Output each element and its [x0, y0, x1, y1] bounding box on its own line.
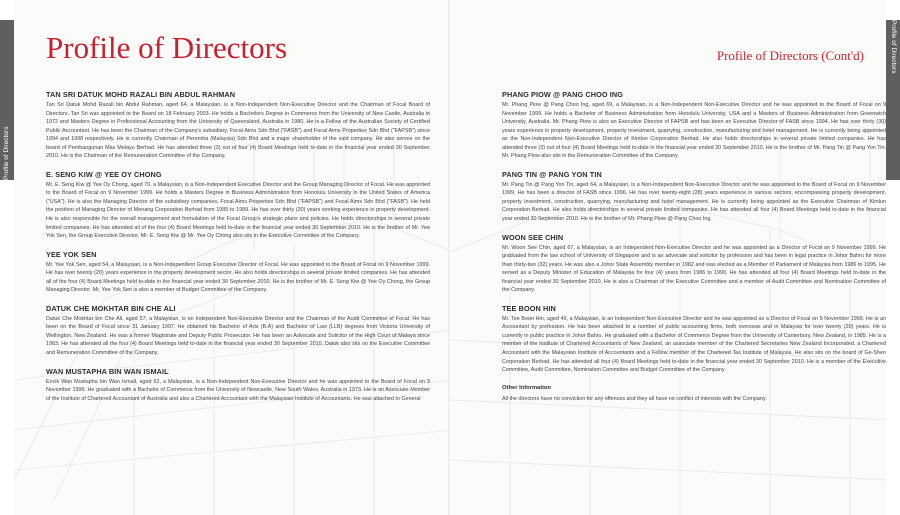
- director-profile: [46, 170, 430, 241]
- director-profile: [46, 304, 430, 358]
- director-name: TAN SRI DATUK MOHD RAZALI BIN ABDUL RAHMAN: [46, 90, 236, 99]
- director-name: PANG TIN @ PANG YON TIN: [502, 169, 602, 179]
- right-section-tab-label: Profile of Directors: [890, 20, 897, 74]
- other-information-heading: Other Information: [502, 384, 551, 391]
- director-name: TEE BOON HIN: [502, 303, 556, 313]
- director-name: WAN MUSTAPHA BIN WAN ISMAIL: [46, 366, 169, 376]
- director-profile: [46, 90, 430, 161]
- left-section-tab-bar: [0, 20, 14, 180]
- right-section-tab-bar: [886, 20, 900, 180]
- director-profile: [502, 90, 886, 161]
- director-bio: Mr. Pang Tin @ Pang Yon Tin, aged 64, a Malaysian, is a Non-Independent Non-Executive Director and he was appointed to the Board of Focal on 9 November 1999. He has been a director of FASB since 1996. He has over twenty-eight (28) years experience in various sectors, encompassing property development, property investment, construction, quarrying, manufacturing and hotel management. He is currently being appointed as the Executive Chairman of Kimlun Corporation Berhad. He also holds directorships in several private limited companies. He has attended all four (4) Board Meetings held to-date in the financial year ended 30 September 2010. He is the brother of Mr. Phang Piow @ Pang Choo Ing.: [502, 181, 886, 223]
- left-section-tab-label: Profile of Directors: [3, 126, 10, 180]
- director-name: PHANG PIOW @ PANG CHOO ING: [502, 90, 624, 99]
- director-profile: [46, 367, 430, 404]
- director-bio: Mr. Tee Boon Hin, aged 49, a Malaysian, is an Independent Non-Executive Director and he was appointed as a Director of Focal on 9 November 1999. He is an Accountant by profession. He has been attached to a number of public accounting firms, both overseas and in Malaysia for over twenty (20) years. He is currently in public practice in Johor Bahru. He graduated with a Bachelor of Commerce Degree from the University of Canterbury, New Zealand, in 1985. He is a member of the Institute of Chartered Accountants of New Zealand, an associate member of the Chartered Secretaries New Zealand Incorporated, a Chartered Accountant with the Malaysian Institute of Accountants and a Fellow member of the Chartered Tax Institute of Malaysia. He also sits on the board of Ge-Shen Corporation Berhad. He has attended all four (4) Board Meetings held to-date in the financial year ended 30 September 2010. He is a member of the Executive Committee, Audit Committee, Nomination Committee and Budget Committee of the Company.: [502, 315, 886, 374]
- director-name: DATUK CHE MOKHTAR BIN CHE ALI: [46, 303, 176, 313]
- page-title-continued: Profile of Directors (Cont'd): [716, 48, 864, 63]
- director-bio: Mr. E. Seng Kiw @ Yee Oy Chong, aged 70, a Malaysian, is a Non-Independent Executive Director and the Group Managing Director of Focal. He was appointed to the Board of Focal on 9 November 1999. He holds a Masters Degree in Business Administration from Honolulu University in the United States of America ("USA"). He is also the Managing Director of the subsidiary companies, Focal Aims Properties Sdn Bhd ("FAPSB") and Focal Aims Sdn Bhd ("FASB"). He held the position of Managing Director of Menang Corporation Berhad from 1985 to 1989. He has over thirty (30) years working experience in property development. He is also responsible for the overall management and formulation of the Focal Group's strategic plans and policies. He holds directorships in several private limited companies. He has attended all of the four (4) Board Meetings held to-date in the financial year ended 30 September 2010. He is the brother of Mr. Yee Yok Sen, the Group Executive Director, Mr. E. Seng Kiw @ Mr. Yee Oy Chong also sits in the Executive Committee of the Company.: [46, 181, 430, 240]
- director-bio: Encik Wan Mustapha bin Wan Ismail, aged 62, a Malaysian, is a Non-Independent Non-Executive Director and he was appointed to the Board of Focal on 9 November 1999. He graduated with a Bachelor of Commerce from the University of Newcastle, New South Wales, Australia in 1973. He is an Associate Member of the Institute of Chartered Accountant of Australia and also a Chartered Accountant with the Malaysian Institute of Accountants. He was attached to General: [46, 378, 430, 402]
- director-name: E. SENG KIW @ YEE OY CHONG: [46, 169, 162, 179]
- right-section-tab: [886, 0, 900, 515]
- right-page: [450, 0, 886, 515]
- director-profile: [502, 304, 886, 375]
- other-information-text: All the directors have no conviction for any offences and they all have no conflict of interests with the Company.: [502, 395, 767, 402]
- other-information: [502, 384, 886, 403]
- left-page: [14, 0, 450, 515]
- director-profile: [502, 170, 886, 224]
- director-name: WOON SEE CHIN: [502, 232, 564, 242]
- director-bio: Mr. Phang Piow @ Pang Choo Ing, aged 69, a Malaysian, is a Non-Independent Non-Executive Director and he was appointed to the Board of Focal on 9 November 1999. He holds a Bachelor of Business Administration from Honolulu University, USA and a Masters of Business Administration from Greenwich University, Australia. Mr. Phang Piow is also an Executive Director of FAPSB and has been an Executive Director of FASB since 1994. He has over thirty (30) years experience in property development, property investment, quarrying, construction, manufacturing and hotel management. He is currently being appointed as the Non-Independent Non-Executive Director of Kimlun Corporation Berhad. He also holds directorships in several private limited companies. He has attended three (3) out of four (4) Board Meetings held to-date in the financial year ended 30 September 2010. He is the brother of Mr. Pang Tin @ Pang Yon Tin. Mr. Phang Piow also sits in the Remuneration Committee of the Company.: [502, 102, 886, 160]
- right-director-list: [502, 90, 886, 403]
- page-title: Profile of Directors: [46, 30, 288, 65]
- director-bio: Tan Sri Datuk Mohd Razali bin Abdul Rahman, aged 64, a Malaysian, is a Non-Independent Non-Executive Director and the Chairman of Focal Board of Directors. Tan Sri was appointed to the Board on 18 February 2003. He holds a Bachelors Degree in Commerce from the University of New Castle, Australia in 1972 and Masters Degree in Professional Accounting from the University of Queensland, Australia in 1980. He is a Fellow of the Australian Society of Certified Public Accountant. He has been the Chairman of the Company's subsidiary, Focal Aims Sdn Bhd ("FASB") and Focal Aims Properties Sdn Bhd ("FAPSB") since 1994 and 1998 respectively. He is currently Chairman of Peremba (Malaysia) Sdn Bhd and a major shareholder of the said company. He also serves on the board of Pembangunan Mas Melayu Berhad. He has attended three (3) out of four (4) Board Meetings held to-date in the financial year ended 30 September 2010. He is the Chairman of the Remuneration Committee of the Company.: [46, 102, 430, 160]
- left-section-tab: [0, 0, 14, 515]
- director-bio: Mr. Yee Yok Sen, aged 54, a Malaysian, is a Non-Independent Group Executive Director of Focal. He was appointed to the Board of Focal on 9 November 1999. He has over twenty (20) years experience in the property development sector. He also holds directorships in several private limited companies. He has attended all of the four (4) Board Meetings held to-date in the financial year ended 30 September 2010. He is the brother of Mr. E. Seng Kiw @ Yee Oy Chong, the Group Managing Director. Mr. Yee Yok Sen is also a member of Budget Committee of the Company.: [46, 261, 430, 294]
- director-bio: Mr. Woon See Chin, aged 67, a Malaysian, is an Independent Non-Executive Director and he was appointed as a Director of Focal on 9 November 1999. He graduated from the law school of University of Singapore and is an advocate and solicitor by profession and has been in legal practice in Johor Bahru for more than thirty-two (32) years. He was also a Johor State Assembly member in 1982 and was elected as a Member of Parliament of Malaysia from 1986 to 1995. He served as a Deputy Minister of Education of Malaysia for four (4) years from 1986 to 1990. He has attended all four (4) Board Meetings held to-date in the financial year ended 30 September 2010. He is also a Chairman of the Executive Committee and a member of Audit Committee and Nomination Committee of the Company.: [502, 244, 886, 294]
- director-profile: [502, 233, 886, 295]
- director-name: YEE YOK SEN: [46, 249, 97, 259]
- left-director-list: [46, 90, 430, 412]
- director-bio: Datuk Che Mokhtar bin Che Ali, aged 57, a Malaysian, is an Independent Non-Executive Director and the Chairman of the Audit Committee of Focal. He has been on the Board of Focal since 31 January 1997. He obtained his Bachelor of Arts (B.A) and Bachelor of Law (LLB) degrees from Victoria University of Wellington, New Zealand. He was a former Magistrate and Deputy Public Prosecutor. He has been an Advocate and Solicitor of the High Court of Malaya since 1983. He has attended all the four (4) Board Meetings held to-date in the financial year ended 30 September 2010. Datuk also sits on the Executive Committee and Remuneration Committee of the Company.: [46, 315, 430, 357]
- director-profile: [46, 250, 430, 295]
